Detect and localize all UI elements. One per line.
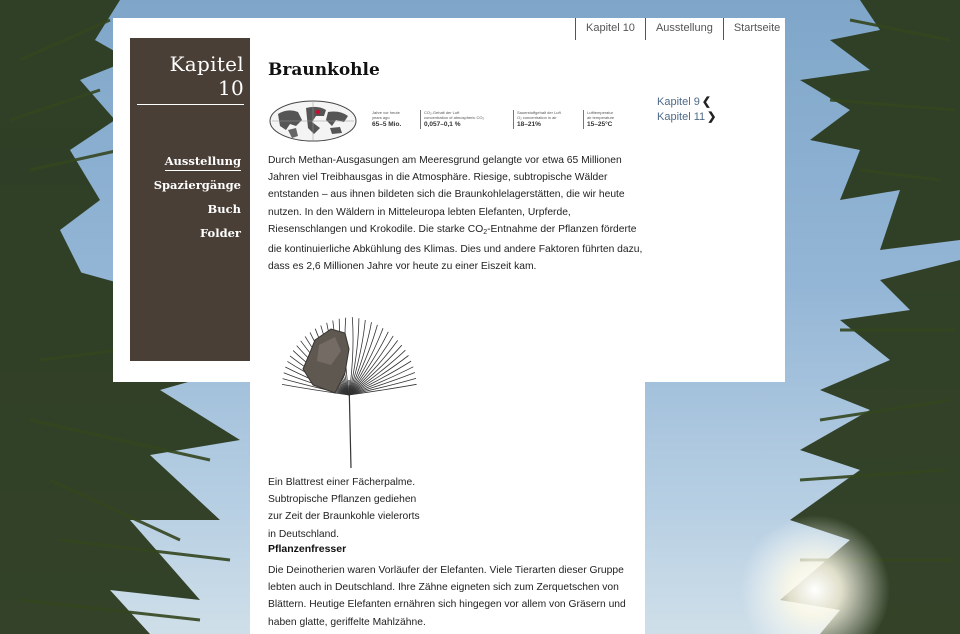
stat-years-value: 65–5 Mio.: [372, 121, 402, 128]
fan-palm-fossil-image: [265, 285, 435, 470]
topnav-ausstellung-link[interactable]: Ausstellung: [645, 18, 723, 40]
stat-temp-title: Lufttemperatur: [587, 110, 614, 115]
next-chapter-label: Kapitel 11: [657, 111, 706, 123]
stat-o2-title: Sauerstoffgehalt der Luft: [517, 110, 561, 115]
stat-co2-subtitle: concentration of atmospheric CO₂: [424, 115, 485, 120]
intro-subscript: 2: [483, 228, 488, 236]
stat-temp-subtitle: air temperature: [587, 115, 615, 120]
page-title: Braunkohle: [268, 60, 380, 80]
top-navigation: [575, 18, 790, 40]
stat-o2: [513, 110, 561, 129]
sidebar-item-spaziergaenge[interactable]: [137, 176, 241, 200]
stat-years: [372, 110, 401, 129]
sidebar-item-buch[interactable]: [137, 200, 241, 224]
topnav-startseite-link[interactable]: Startseite: [723, 18, 790, 40]
chapter-navigation: [657, 95, 716, 125]
next-chapter-link[interactable]: [657, 110, 716, 125]
stat-temp: [583, 110, 614, 129]
sidebar-item-label: Folder: [200, 226, 241, 240]
sidebar-item-folder[interactable]: [137, 224, 241, 248]
leaf-caption: Ein Blattrest einer Fächerpalme. Subtropische Pflanzen gediehen zur Zeit der Braunkohle vielerorts in Deutschland.: [268, 477, 420, 540]
topnav-kapitel-10-link[interactable]: Kapitel 10: [575, 18, 645, 40]
stat-years-subtitle: years ago: [372, 115, 390, 120]
prev-chapter-link[interactable]: [657, 95, 716, 110]
world-map-icon: [268, 100, 358, 142]
sidebar-item-ausstellung[interactable]: [137, 152, 241, 176]
pflanzenfresser-paragraph: Die Deinotherien waren Vorläufer der Elefanten. Viele Tierarten dieser Gruppe lebten auch in Deutschland. Ihre Zähne eigneten sich zum Zerquetschen von Blättern. Heutige Elefanten ernähren sich hingegen vor allem von Gräsern und haben glatte, geriffelte Mahlzähne.: [268, 565, 626, 628]
sidebar-item-label: Spaziergänge: [153, 178, 241, 192]
stat-co2-title: CO₂-Gehalt der Luft: [424, 110, 460, 115]
intro-text-part2: -Entnahme der Pflanzen förderte die kontinuierliche Abkühlung des Klimas. Dies und andere Faktoren führten dazu, dass es 2,6 Millionen Jahre vor heute zu einer Eiszeit kam.: [268, 223, 643, 273]
chevron-left-icon: ❮: [701, 96, 712, 108]
prev-chapter-label: Kapitel 9: [657, 96, 700, 108]
sidebar-item-label: Ausstellung: [165, 154, 241, 171]
section-heading-pflanzenfresser: Pflanzenfresser: [268, 543, 347, 555]
intro-paragraph: [268, 152, 643, 275]
stat-years-title: Jahre vor heute: [372, 110, 400, 115]
stat-o2-subtitle: O₂ concentration in air: [517, 115, 557, 120]
intro-text-part1: Durch Methan-Ausgasungen am Meeresgrund gelangte vor etwa 65 Millionen Jahren viel Treibhausgas in die Atmosphäre. Riesige, subtropische Wälder entstanden – aus ihnen bildeten sich die Braunkohlelagerstätten, die wir heute nutzen. In den Wäldern in Mitteleuropa lebten Elefanten, Urpferde, Riesenschlangen und Krokodile. Die starke CO: [268, 155, 625, 235]
stat-temp-value: 15–25°C: [587, 121, 613, 128]
palm-frond: [349, 361, 411, 395]
sidebar-item-label: Buch: [207, 202, 241, 216]
chevron-right-icon: ❯: [707, 111, 717, 123]
stat-co2-value: 0,057–0,1 %: [424, 121, 461, 128]
stat-o2-value: 18–21%: [517, 121, 541, 128]
sidebar-menu: [137, 152, 241, 248]
chapter-title: Kapitel 10: [137, 52, 244, 105]
info-strip: [268, 98, 630, 144]
stat-co2: [420, 110, 484, 129]
